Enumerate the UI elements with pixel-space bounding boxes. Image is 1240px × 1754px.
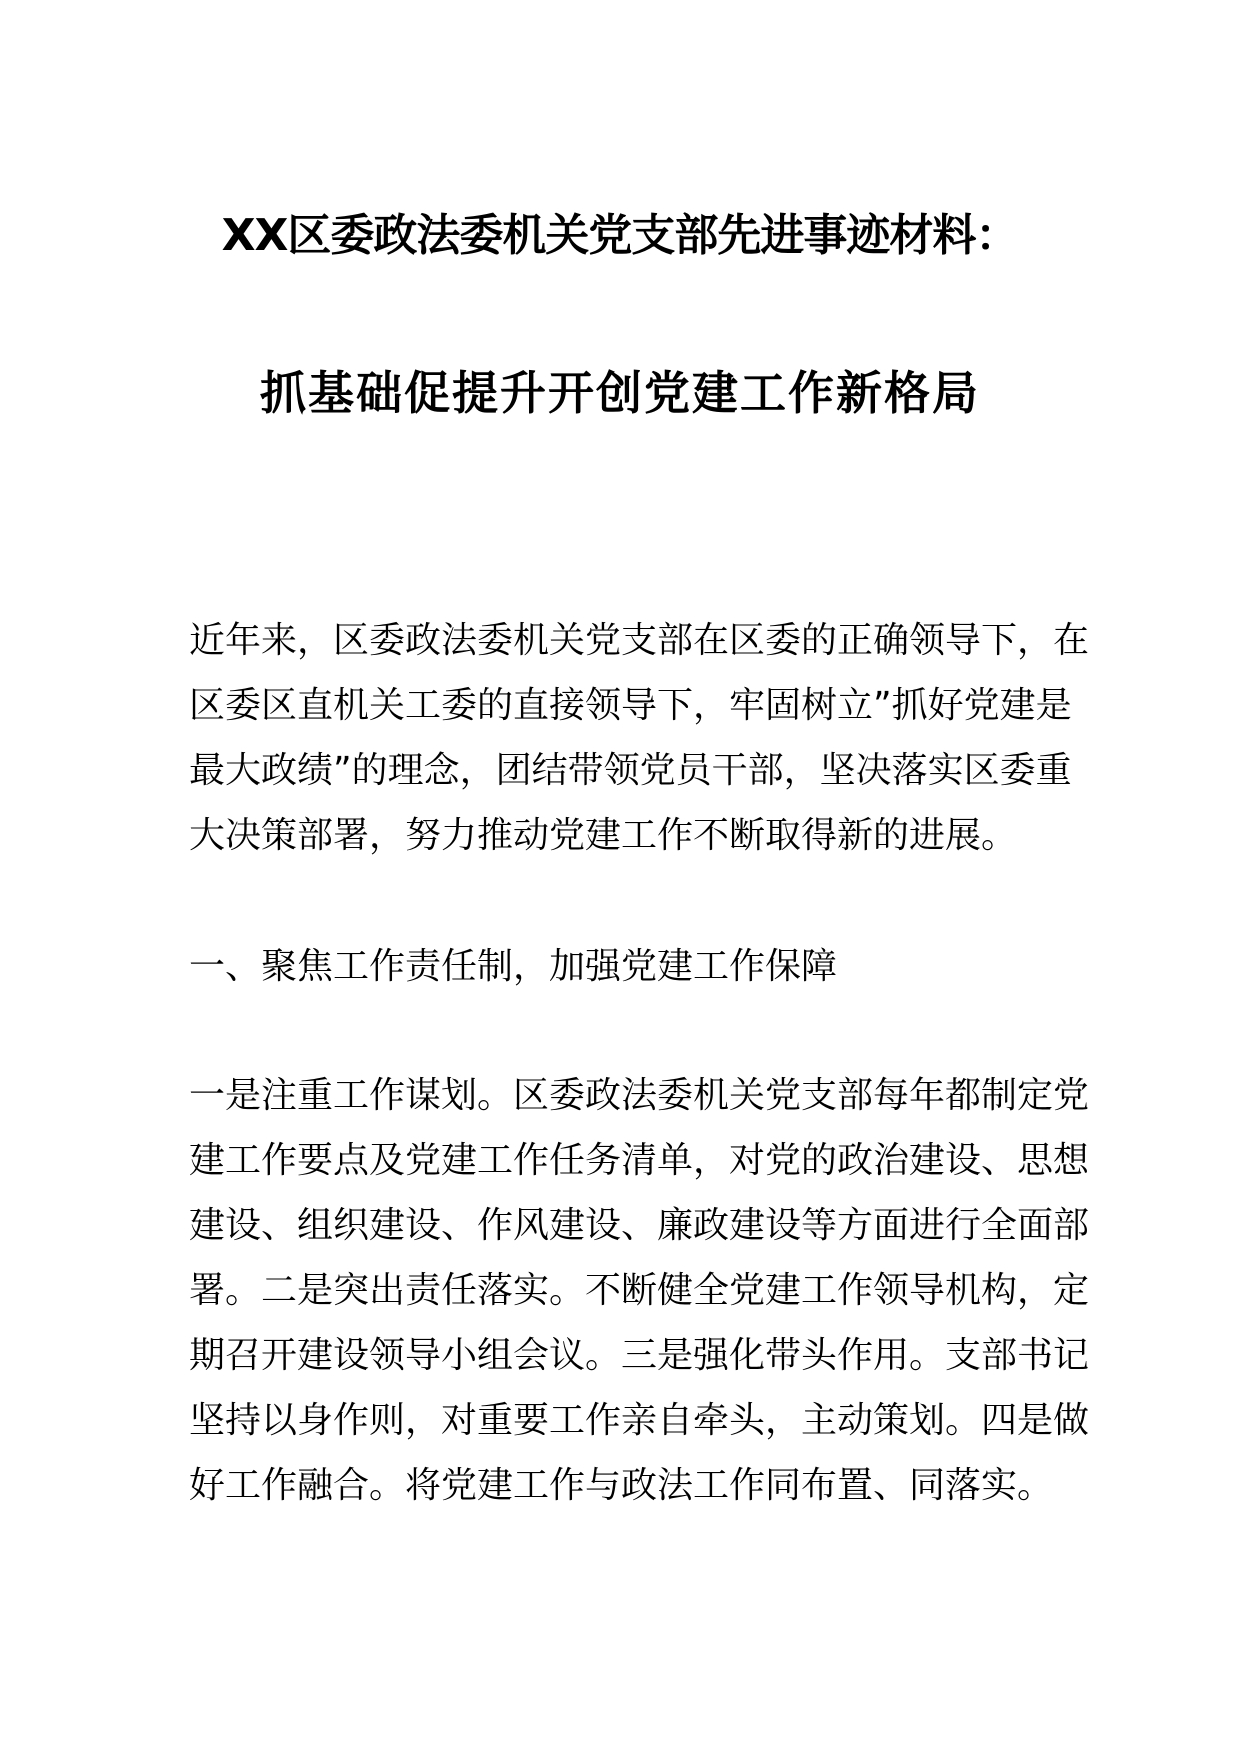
paragraph-line: 坚持以身作则，对重要工作亲自牵头，主动策划。四是做 [189, 1400, 1090, 1441]
paragraph-line: 建设、组织建设、作风建设、廉政建设等方面进行全面部 [189, 1205, 1090, 1246]
paragraph-line: 近年来，区委政法委机关党支部在区委的正确领导下，在 [189, 620, 1090, 661]
paragraph-line: 大决策部署，努力推动党建工作不断取得新的进展。 [189, 815, 1018, 856]
paragraph-line: 期召开建设领导小组会议。三是强化带头作用。支部书记 [189, 1335, 1090, 1376]
document-title-line-2: 抓基础促提升开创党建工作新格局 [260, 366, 980, 420]
paragraph-line: 最大政绩”的理念，团结带领党员干部，坚决落实区委重 [189, 750, 1072, 791]
paragraph-line: 署。二是突出责任落实。不断健全党建工作领导机构，定 [189, 1270, 1090, 1311]
section-paragraph [189, 1063, 1090, 1518]
intro-paragraph [189, 608, 1090, 868]
paragraph-line: 一是注重工作谋划。区委政法委机关党支部每年都制定党 [189, 1075, 1090, 1116]
document-title-line-1: XX区委政法委机关党支部先进事迹材料： [221, 210, 1019, 261]
section-heading: 一、聚焦工作责任制，加强党建工作保障 [189, 946, 838, 987]
paragraph-line: 建工作要点及党建工作任务清单，对党的政治建设、思想 [189, 1140, 1090, 1181]
paragraph-line: 好工作融合。将党建工作与政法工作同布置、同落实。 [189, 1465, 1054, 1506]
paragraph-line: 区委区直机关工委的直接领导下，牢固树立”抓好党建是 [189, 685, 1072, 726]
